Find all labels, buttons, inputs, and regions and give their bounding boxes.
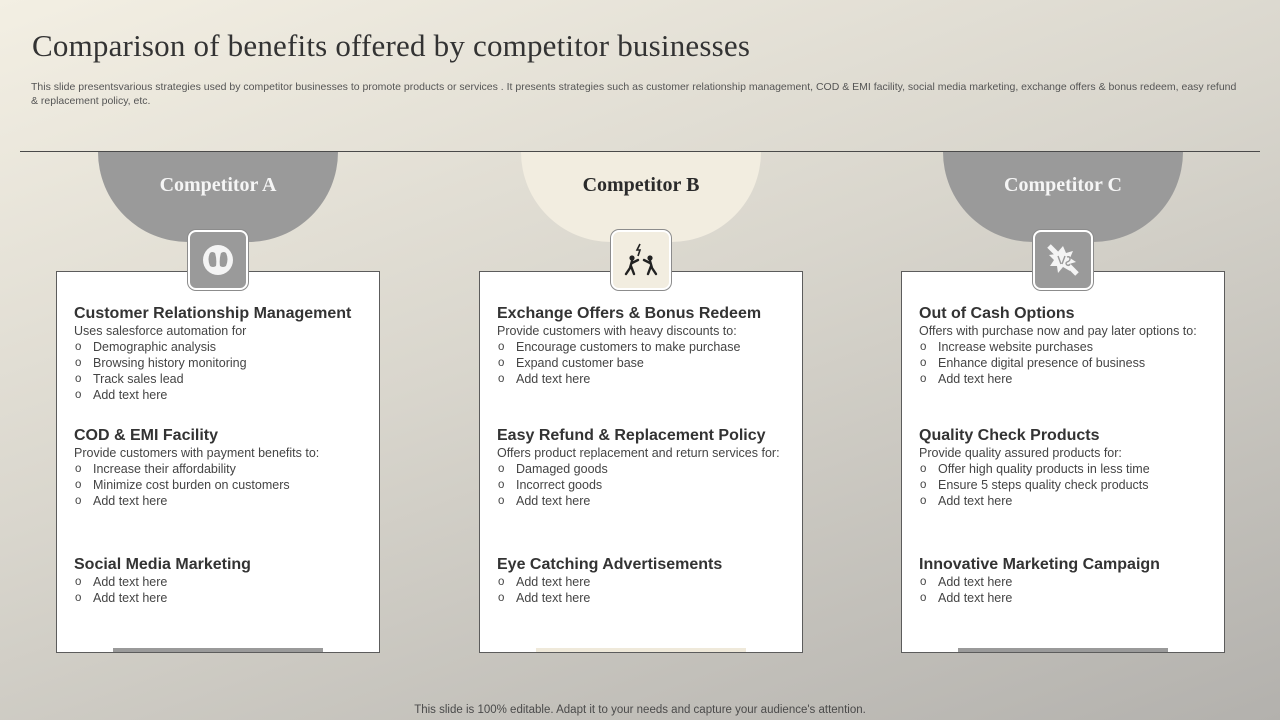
card-accent-bar bbox=[958, 648, 1168, 652]
competitor-a-card bbox=[56, 271, 380, 653]
section-title: Eye Catching Advertisements bbox=[497, 556, 723, 573]
section-out-of-cash bbox=[919, 305, 1210, 387]
section-advertisements bbox=[497, 556, 788, 606]
section-subtitle: Uses salesforce automation for bbox=[74, 324, 247, 338]
section-social-media bbox=[74, 556, 365, 606]
list-item: o Ensure 5 steps quality check products bbox=[919, 477, 1210, 493]
section-subtitle: Provide quality assured products for: bbox=[919, 446, 1122, 460]
list-item: o Add text here bbox=[74, 493, 365, 509]
list-item: o Expand customer base bbox=[497, 355, 788, 371]
section-title: Out of Cash Options bbox=[919, 305, 1075, 322]
list-item: o Demographic analysis bbox=[74, 339, 365, 355]
section-title: Customer Relationship Management bbox=[74, 305, 352, 322]
section-subtitle: Provide customers with heavy discounts to: bbox=[497, 324, 737, 338]
list-item: o Minimize cost burden on customers bbox=[74, 477, 365, 493]
competitor-a-name: Competitor A bbox=[159, 174, 277, 196]
slide-title: Comparison of benefits offered by competitor businesses bbox=[32, 28, 751, 63]
section-exchange-offers bbox=[497, 305, 788, 387]
competitor-a-header bbox=[98, 152, 338, 242]
people-fighting-icon bbox=[611, 230, 671, 290]
list-item: o Increase website purchases bbox=[919, 339, 1210, 355]
list-item: o Enhance digital presence of business bbox=[919, 355, 1210, 371]
competition-vs-icon bbox=[1033, 230, 1093, 290]
competitor-b-column bbox=[479, 152, 803, 654]
competitor-c-name: Competitor C bbox=[1004, 174, 1122, 196]
list-item: o Add text here bbox=[497, 590, 788, 606]
list-item: o Add text here bbox=[919, 574, 1210, 590]
section-crm bbox=[74, 305, 365, 403]
card-accent-bar bbox=[113, 648, 323, 652]
slide-description: This slide presentsvarious strategies used by competitor businesses to promote products or services . It presents strategies such as customer relationship management, COD & EMI facility, social media marketing, exchange offers & bonus redeem, easy refund & replacement policy, etc. bbox=[31, 81, 1237, 107]
section-marketing-campaign bbox=[919, 556, 1210, 606]
slide-footer: This slide is 100% editable. Adapt it to your needs and capture your audience's attention. bbox=[414, 704, 866, 716]
section-subtitle: Offers product replacement and return services for: bbox=[497, 446, 780, 460]
section-subtitle: Provide customers with payment benefits to: bbox=[74, 446, 320, 460]
list-item: o Incorrect goods bbox=[497, 477, 788, 493]
list-item: o Add text here bbox=[919, 493, 1210, 509]
section-easy-refund bbox=[497, 427, 788, 509]
list-item: o Track sales lead bbox=[74, 371, 365, 387]
section-cod-emi bbox=[74, 427, 365, 509]
competitor-a-column bbox=[56, 152, 380, 654]
list-item: o Add text here bbox=[497, 574, 788, 590]
section-title: Easy Refund & Replacement Policy bbox=[497, 427, 766, 444]
competitor-c-card bbox=[901, 271, 1225, 653]
section-title: Social Media Marketing bbox=[74, 556, 251, 573]
section-quality-check bbox=[919, 427, 1210, 509]
competitor-b-header bbox=[521, 152, 761, 242]
card-accent-bar bbox=[536, 648, 746, 652]
competitor-b-name: Competitor B bbox=[582, 174, 700, 196]
competitor-c-header bbox=[943, 152, 1183, 242]
section-title: Exchange Offers & Bonus Redeem bbox=[497, 305, 762, 322]
competitor-b-card bbox=[479, 271, 803, 653]
list-item: o Add text here bbox=[74, 590, 365, 606]
list-item: o Add text here bbox=[919, 590, 1210, 606]
section-title: Quality Check Products bbox=[919, 427, 1100, 444]
section-title: Innovative Marketing Campaign bbox=[919, 556, 1160, 573]
section-title: COD & EMI Facility bbox=[74, 427, 219, 444]
list-item: o Increase their affordability bbox=[74, 461, 365, 477]
list-item: o Add text here bbox=[74, 574, 365, 590]
list-item: o Add text here bbox=[497, 493, 788, 509]
list-item: o Add text here bbox=[919, 371, 1210, 387]
list-item: o Add text here bbox=[74, 387, 365, 403]
list-item: o Browsing history monitoring bbox=[74, 355, 365, 371]
competitor-c-column bbox=[901, 152, 1225, 654]
list-item: o Offer high quality products in less time bbox=[919, 461, 1210, 477]
section-subtitle: Offers with purchase now and pay later options to: bbox=[919, 324, 1197, 338]
list-item: o Add text here bbox=[497, 371, 788, 387]
boxing-gloves-icon bbox=[188, 230, 248, 290]
list-item: o Damaged goods bbox=[497, 461, 788, 477]
list-item: o Encourage customers to make purchase bbox=[497, 339, 788, 355]
